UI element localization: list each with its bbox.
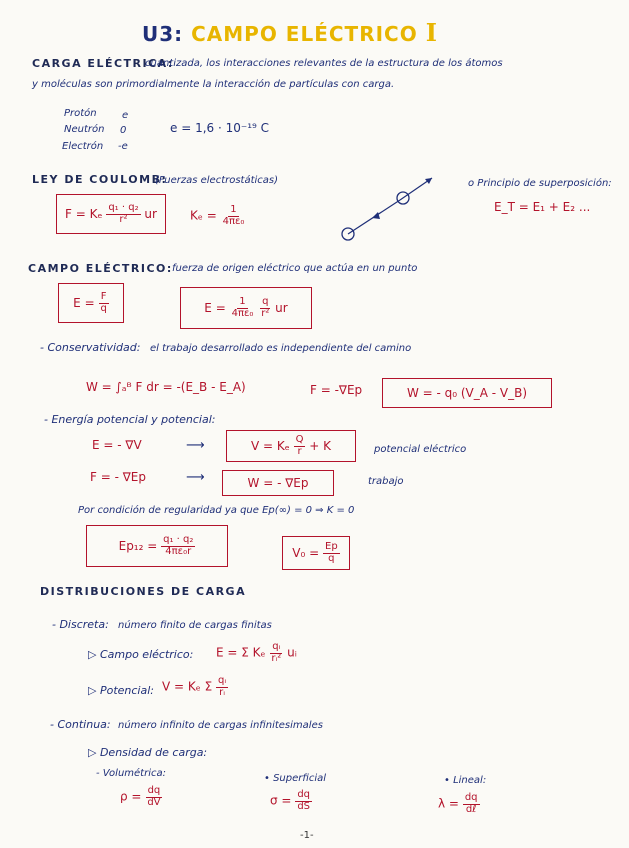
field-box2-unit-vector: ur bbox=[275, 301, 288, 315]
coulomb-lhs: F = Kₑ bbox=[65, 207, 103, 221]
surface-den: dS bbox=[297, 800, 311, 812]
discrete-field-den: rᵢ² bbox=[271, 652, 282, 664]
linear-num: dq bbox=[464, 792, 478, 803]
v-fraction bbox=[323, 542, 340, 564]
title-numeral: I bbox=[425, 18, 438, 47]
coulomb-num: q₁ · q₂ bbox=[108, 202, 139, 213]
linear-lhs: λ = bbox=[438, 796, 459, 811]
ke-definition bbox=[190, 205, 246, 227]
potential-box-num: Q bbox=[295, 434, 304, 445]
linear-fraction bbox=[463, 793, 480, 815]
discrete-potential-formula bbox=[162, 676, 228, 698]
particle-symbol: e bbox=[122, 110, 129, 121]
work-potential-box: W = - q₀ (V_A - V_B) bbox=[382, 378, 552, 408]
particle-name: Protón bbox=[64, 108, 97, 119]
field-definition: fuerza de origen eléctrico que actúa en un punto bbox=[172, 263, 418, 274]
field-box2-fraction-1 bbox=[230, 297, 256, 319]
surface-lhs: σ = bbox=[270, 793, 292, 808]
field-box2-num1: 1 bbox=[239, 296, 246, 307]
potential-box-tail: + K bbox=[309, 439, 332, 453]
potential-box-lhs: V = Kₑ bbox=[250, 439, 290, 453]
v-den: q bbox=[328, 552, 335, 564]
arrow-icon: ⟶ bbox=[186, 470, 205, 485]
gradient-formula: F = -∇Ep bbox=[310, 383, 363, 397]
unit-label: U3: bbox=[142, 22, 184, 46]
field-box-1 bbox=[58, 283, 124, 323]
discrete-potential-lhs: V = Kₑ Σ bbox=[162, 679, 213, 694]
charge-text-line2: y moléculas son primordialmente la interacción de partículas con carga. bbox=[32, 79, 395, 90]
ep-num: q₁ · q₂ bbox=[163, 534, 194, 545]
ep-den: 4πε₀r bbox=[165, 545, 192, 557]
field-box2-den1: 4πε₀ bbox=[231, 307, 254, 319]
surface-label: • Superficial bbox=[264, 773, 327, 784]
superposition-label: o Principio de superposición: bbox=[468, 178, 612, 189]
force-gradient-formula: F = - ∇Ep bbox=[90, 470, 146, 484]
continuous-text: número infinito de cargas infinitesimales bbox=[118, 720, 323, 731]
potential-note: potencial eléctrico bbox=[374, 444, 467, 455]
surface-formula bbox=[270, 790, 312, 812]
work-box: W = - ∇Ep bbox=[222, 470, 334, 496]
ep-lhs: Ep₁₂ = bbox=[118, 539, 158, 553]
volume-fraction bbox=[145, 786, 162, 808]
particle-name: Neutrón bbox=[64, 124, 105, 135]
volume-num: dq bbox=[147, 785, 161, 796]
discrete-text: número finito de cargas finitas bbox=[118, 620, 272, 631]
potential-energy-box bbox=[86, 525, 228, 567]
volume-formula bbox=[120, 786, 163, 808]
arrow-icon: ⟶ bbox=[186, 438, 205, 453]
superposition-formula: E_T = E₁ + E₂ ... bbox=[494, 200, 591, 214]
coulomb-den: r² bbox=[119, 213, 128, 225]
work-formula: W = ∫ₐᴮ F dr = -(E_B - E_A) bbox=[86, 380, 246, 394]
surface-fraction bbox=[295, 790, 312, 812]
field-box2-num2: q bbox=[262, 296, 269, 307]
coulomb-subtitle: (Fuerzas electrostáticas) bbox=[155, 175, 279, 186]
field-box2-den2: r² bbox=[261, 307, 270, 319]
particle-name: Electrón bbox=[62, 141, 104, 152]
discrete-label: - Discreta: bbox=[52, 618, 109, 631]
density-label: ▷ Densidad de carga: bbox=[88, 746, 208, 759]
field-box1-lhs: E = bbox=[73, 296, 95, 310]
charge-heading: CARGA ELÉCTRICA: bbox=[32, 57, 174, 70]
field-gradient-formula: E = - ∇V bbox=[92, 438, 142, 452]
discrete-field-lhs: E = Σ Kₑ bbox=[216, 645, 266, 660]
field-box2-lhs: E = bbox=[204, 301, 226, 315]
potential-v-box bbox=[282, 536, 350, 570]
field-box1-den: q bbox=[100, 302, 107, 314]
conservative-text: el trabajo desarrollado es independiente del camino bbox=[150, 343, 412, 354]
field-heading: CAMPO ELÉCTRICO: bbox=[28, 262, 173, 275]
page-title: CAMPO ELÉCTRICO bbox=[191, 22, 418, 46]
continuous-label: - Continua: bbox=[50, 718, 111, 731]
ke-lhs: Kₑ = bbox=[190, 208, 217, 223]
potential-box-fraction bbox=[294, 435, 306, 457]
surface-num: dq bbox=[297, 789, 311, 800]
linear-den: dℓ bbox=[465, 803, 477, 815]
potential-sub-label: ▷ Potencial: bbox=[88, 684, 154, 697]
particle-symbol: -e bbox=[118, 141, 128, 152]
coulomb-formula-box bbox=[56, 194, 166, 234]
ke-den: 4πε₀ bbox=[222, 215, 245, 227]
linear-formula bbox=[438, 793, 480, 815]
coulomb-unit-vector: ur bbox=[144, 207, 157, 221]
field-box2-fraction-2 bbox=[259, 297, 271, 319]
page-number: -1- bbox=[300, 830, 314, 841]
charges-sketch bbox=[330, 170, 440, 245]
volume-lhs: ρ = bbox=[120, 789, 142, 804]
distribution-heading: DISTRIBUCIONES DE CARGA bbox=[40, 585, 247, 598]
discrete-potential-num: qᵢ bbox=[218, 675, 227, 686]
field-box1-num: F bbox=[100, 291, 107, 302]
discrete-field-num: qᵢ bbox=[272, 641, 281, 652]
conservative-label: - Conservatividad: bbox=[40, 341, 141, 354]
ke-num: 1 bbox=[230, 204, 237, 215]
field-box1-fraction bbox=[98, 292, 108, 314]
discrete-field-fraction bbox=[269, 642, 283, 664]
ke-fraction bbox=[221, 205, 247, 227]
potential-label: - Energía potencial y potencial: bbox=[44, 413, 216, 426]
volume-label: - Volumétrica: bbox=[96, 768, 166, 779]
charge-text-line1: cuantizada, los interacciones relevantes de la estructura de los átomos bbox=[145, 58, 503, 69]
title-line bbox=[142, 18, 438, 47]
discrete-field-tail: uᵢ bbox=[287, 645, 297, 660]
linear-label: • Lineal: bbox=[444, 775, 487, 786]
v-lhs: V₀ = bbox=[292, 546, 320, 560]
potential-box-den: r bbox=[297, 445, 302, 457]
v-num: Ep bbox=[325, 541, 338, 552]
ep-fraction bbox=[161, 535, 195, 557]
discrete-field-formula bbox=[216, 642, 297, 664]
coulomb-heading: LEY DE COULOMB: bbox=[32, 173, 168, 186]
field-label: ▷ Campo eléctrico: bbox=[88, 648, 194, 661]
regularity-condition: Por condición de regularidad ya que Ep(∞) = 0 ⇒ K = 0 bbox=[78, 505, 355, 516]
work-note: trabajo bbox=[368, 476, 404, 487]
potential-box bbox=[226, 430, 356, 462]
elementary-charge: e = 1,6 · 10⁻¹⁹ C bbox=[170, 121, 270, 135]
coulomb-fraction bbox=[106, 203, 140, 225]
field-box-2 bbox=[180, 287, 312, 329]
discrete-potential-fraction bbox=[216, 676, 228, 698]
volume-den: dV bbox=[147, 796, 161, 808]
discrete-potential-den: rᵢ bbox=[219, 686, 226, 698]
particle-symbol: 0 bbox=[120, 125, 127, 136]
